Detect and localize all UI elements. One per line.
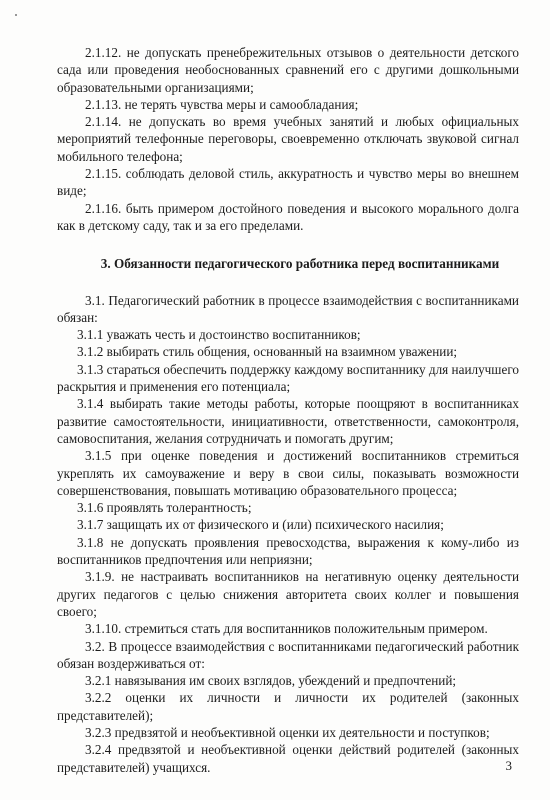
paragraph-2-1-12: 2.1.12. не допускать пренебрежительных отзывов о деятельности детского сада или проведения необоснованных сравнений его с другими дошкольными образовательными организациями; bbox=[57, 45, 519, 95]
paragraph-2-1-13: 2.1.13. не терять чувства меры и самообладания; bbox=[85, 96, 359, 112]
page-number: 3 bbox=[505, 758, 512, 773]
paragraph-3-2: 3.2. В процессе взаимодействия с воспитанниками педагогический работник обязан воздерживаться от: bbox=[57, 638, 519, 671]
paragraph-2-1-16: 2.1.16. быть примером достойного поведения и высокого морального долга как в детскому саду, так и за его пределами. bbox=[57, 200, 519, 233]
paragraph-3-2-4: 3.2.4 предвзятой и необъективной оценки действий родителей (законных представителей) учащихся. bbox=[57, 742, 519, 775]
scan-speck bbox=[15, 14, 17, 16]
paragraph-3-1-8: 3.1.8 не допускать проявления превосходства, выражения к кому-либо из воспитанников предпочтения или неприязни; bbox=[57, 534, 519, 568]
paragraph-3-1-2: 3.1.2 выбирать стиль общения, основанный на взаимном уважении; bbox=[77, 344, 458, 360]
paragraph-3-1-7: 3.1.7 защищать их от физического и (или) психического насилия; bbox=[77, 517, 444, 533]
paragraph-3-1-6: 3.1.6 проявлять толерантность; bbox=[77, 500, 252, 516]
paragraph-3-1-4: 3.1.4 выбирать такие методы работы, которые поощряют в воспитанниках развитие самостоятельности, инициативности, ответственности, самоконтроля, самовоспитания, желания сотрудничать и помогать другим; bbox=[57, 396, 519, 446]
paragraph-3-1-1: 3.1.1 уважать честь и достоинство воспитанников; bbox=[77, 327, 361, 343]
paragraph-3-1-3: 3.1.3 стараться обеспечить поддержку каждому воспитаннику для наилучшего раскрытия и применения его потенциала; bbox=[57, 361, 519, 395]
section-heading: 3. Обязанности педагогического работника перед воспитанниками bbox=[100, 256, 500, 272]
paragraph-3-2-3: 3.2.3 предвзятой и необъективной оценки их деятельности и поступков; bbox=[85, 724, 490, 740]
paragraph-2-1-14: 2.1.14. не допускать во время учебных занятий и любых официальных мероприятий телефонные переговоры, своевременно отключать звуковой сигнал мобильного телефона; bbox=[57, 114, 519, 164]
paragraph-3-1: 3.1. Педагогический работник в процессе взаимодействия с воспитанниками обязан: bbox=[57, 292, 519, 325]
paragraph-2-1-15: 2.1.15. соблюдать деловой стиль, аккуратность и чувство меры во внешнем виде; bbox=[57, 166, 519, 199]
paragraph-3-2-2: 3.2.2 оценки их личности и личности их родителей (законных представителей); bbox=[57, 690, 519, 723]
paragraph-3-1-10: 3.1.10. стремиться стать для воспитанников положительным примером. bbox=[85, 621, 488, 637]
paragraph-3-1-9: 3.1.9. не настраивать воспитанников на негативную оценку деятельности других педагогов с целью снижения авторитета своих коллег и повышения своего; bbox=[57, 569, 519, 619]
paragraph-3-2-1: 3.2.1 навязывания им своих взглядов, убеждений и предпочтений; bbox=[85, 673, 457, 689]
document-body bbox=[57, 44, 519, 776]
paragraph-3-1-5: 3.1.5 при оценке поведения и достижений воспитанников стремиться укреплять их самоуважение и веру в свои силы, показывать возможности совершенствования, повышать мотивацию образовательного процесса; bbox=[57, 448, 519, 498]
